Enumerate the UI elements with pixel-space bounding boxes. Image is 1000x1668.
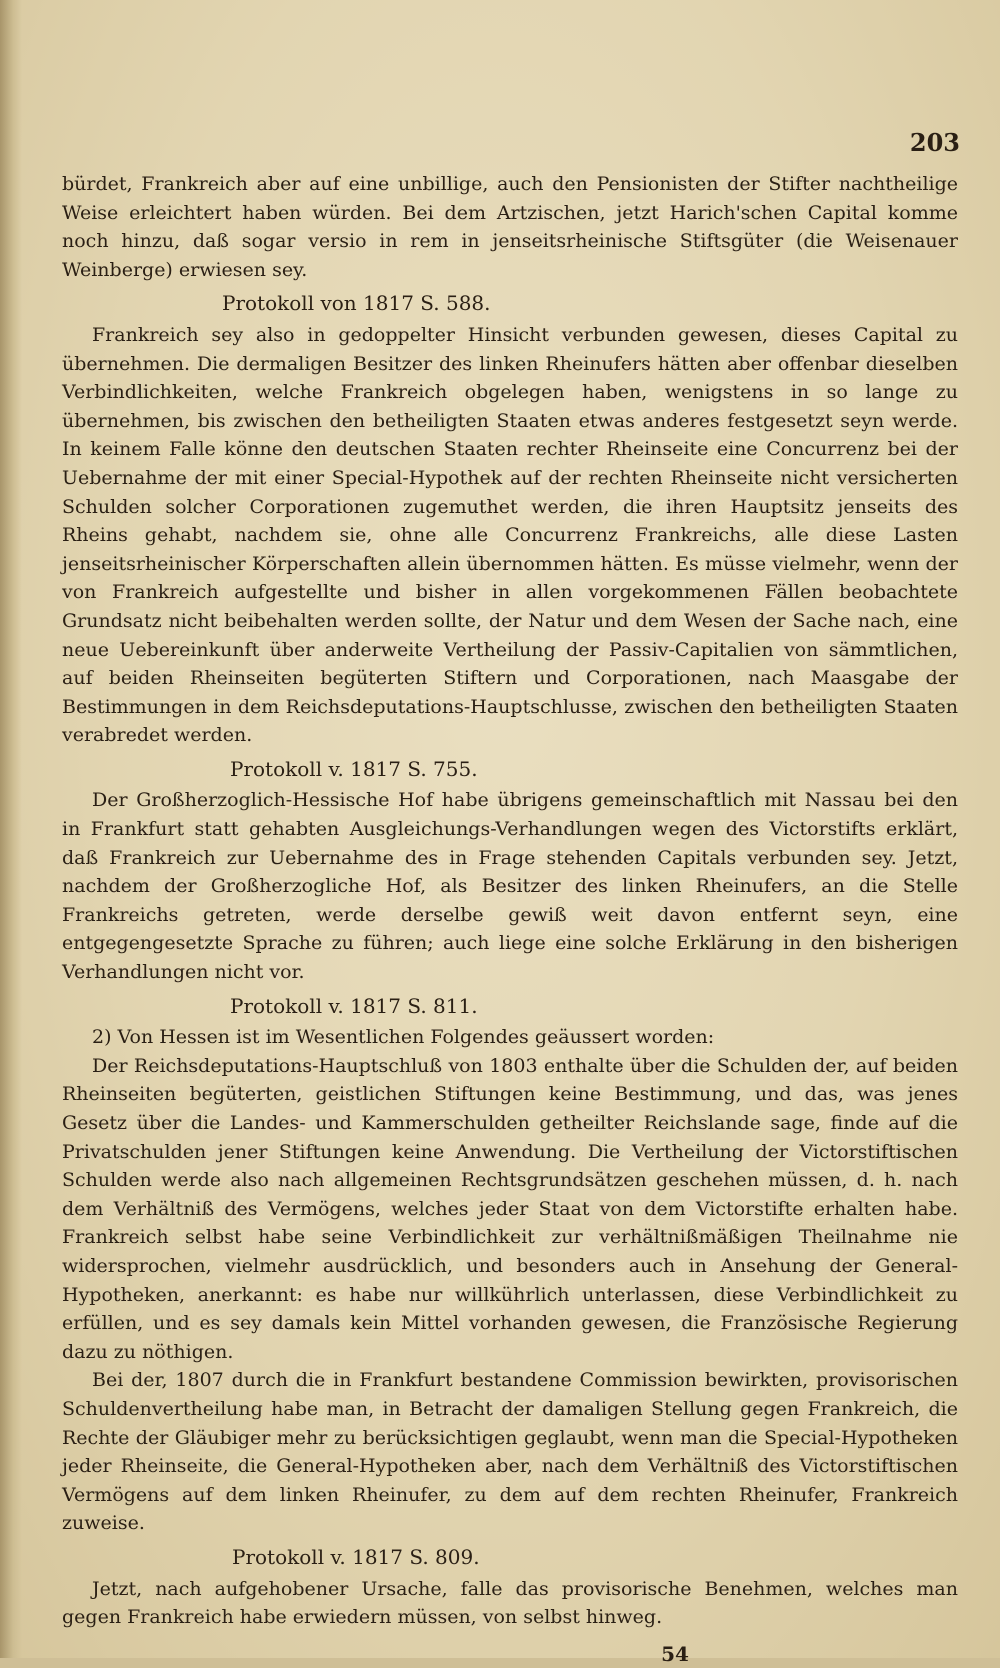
page-edge-shadow <box>0 0 22 1658</box>
paragraph-7: Jetzt, nach aufgehobener Ursache, falle das provisorische Benehmen, welches man gegen Frankreich habe erwiedern müssen, von selbst hinweg. <box>62 1577 958 1629</box>
paragraph-6: Bei der, 1807 durch die in Frankfurt bestandene Commission bewirkten, provisorischen Schuldenvertheilung habe man, in Betracht der damaligen Stellung gegen Frankreich, die Rechte der Gläubiger mehr zu berücksichtigen geglaubt, wenn man die Special-Hypotheken jeder Rheinseite, die General-Hypotheken aber, nach dem Verhältniß des Victorstiftischen Vermögens auf dem linken Rheinufer, zu dem auf dem rechten Rheinufer, Frankreich zuweise. <box>62 1369 958 1535</box>
protocol-heading-3: Protokoll v. 1817 S. 811. <box>230 993 478 1018</box>
paragraph-3: Der Großherzoglich-Hessische Hof habe übrigens gemeinschaftlich mit Nassau bei den in Frankfurt statt gehabten Ausgleichungs-Verhandlungen wegen des Victorstifts erklärt, daß Frankreich zur Uebernahme des in Frage stehenden Capitals verbunden sey. Jetzt, nachdem der Großherzogliche Hof, als Besitzer des linken Rheinufers, an die Stelle Frankreichs getreten, werde derselbe gewiß weit davon entfernt seyn, eine entgegengesetzte Sprache zu führen; auch liege eine solche Erklärung in den bisherigen Verhandlungen nicht vor. <box>62 789 958 984</box>
protocol-heading-2: Protokoll v. 1817 S. 755. <box>230 756 478 781</box>
paragraph-1: bürdet, Frankreich aber auf eine unbillige, auch den Pensionisten der Stifter nachtheilige Weise erleichtert haben würden. Bei dem Artzischen, jetzt Harich'schen Capital komme noch hinzu, daß sogar versio in rem in jenseitsrheinische Stiftsgüter (die Weisenauer Weinberge) erwiesen sey. <box>62 173 958 281</box>
signature-mark: 54 <box>661 1641 689 1666</box>
protocol-heading-1: Protokoll von 1817 S. 588. <box>222 291 491 316</box>
page-number: 203 <box>909 128 960 157</box>
paragraph-4: 2) Von Hessen ist im Wesentlichen Folgendes geäussert worden: <box>92 1026 715 1049</box>
paragraph-5: Der Reichsdeputations-Hauptschluß von 1803 enthalte über die Schulden der, auf beiden Rheinseiten begüterten, geistlichen Stiftungen keine Bestimmung, und das, was jenes Gesetz über die Landes- und Kammerschulden getheilter Reichslande sage, finde auf die Privatschulden jener Stiftungen keine Anwendung. Die Vertheilung der Victorstiftischen Schulden werde also nach allgemeinen Rechtsgrundsätzen geschehen müssen, d. h. nach dem Verhältniß des Vermögens, welches jeder Staat von dem Victorstifte erhalten habe. Frankreich selbst habe seine Verbindlichkeit zur verhältnißmäßigen Theilnahme nie widersprochen, vielmehr ausdrücklich, und besonders auch in Ansehung der General-Hypotheken, anerkannt: es habe nur willkührlich unterlassen, diese Verbindlichkeit zu erfüllen, und es sey damals kein Mittel vorhanden gewesen, die Französische Regierung dazu zu nöthigen. <box>62 1054 958 1363</box>
protocol-heading-4: Protokoll v. 1817 S. 809. <box>232 1544 480 1569</box>
text-column <box>62 170 958 1668</box>
paragraph-2: Frankreich sey also in gedoppelter Hinsicht verbunden gewesen, dieses Capital zu übernehmen. Die dermaligen Besitzer des linken Rheinufers hätten aber offenbar dieselben Verbindlichkeiten, welche Frankreich obgelegen haben, wenigstens in so lange zu übernehmen, bis zwischen den betheiligten Staaten etwas anderes festgesetzt seyn werde. In keinem Falle könne den deutschen Staaten rechter Rheinseite eine Concurrenz bei der Uebernahme der mit einer Special-Hypothek auf der rechten Rheinseite nicht versicherten Schulden solcher Corporationen zugemuthet werden, die ihren Hauptsitz jenseits des Rheins gehabt, nachdem sie, ohne alle Concurrenz Frankreichs, alle diese Lasten jenseitsrheinischer Körperschaften allein übernommen hätten. Es müsse vielmehr, wenn der von Frankreich aufgestellte und bisher in allen vorgekommenen Fällen beobachtete Grundsatz nicht beibehalten werden sollte, der Natur und dem Wesen der Sache nach, eine neue Uebereinkunft über anderweite Vertheilung der Passiv-Capitalien von sämmtlichen, auf beiden Rheinseiten begüterten Stiftern und Corporationen, nach Maasgabe der Bestimmungen in dem Reichsdeputations-Hauptschlusse, zwischen den betheiligten Staaten verabredet werden. <box>62 323 958 747</box>
